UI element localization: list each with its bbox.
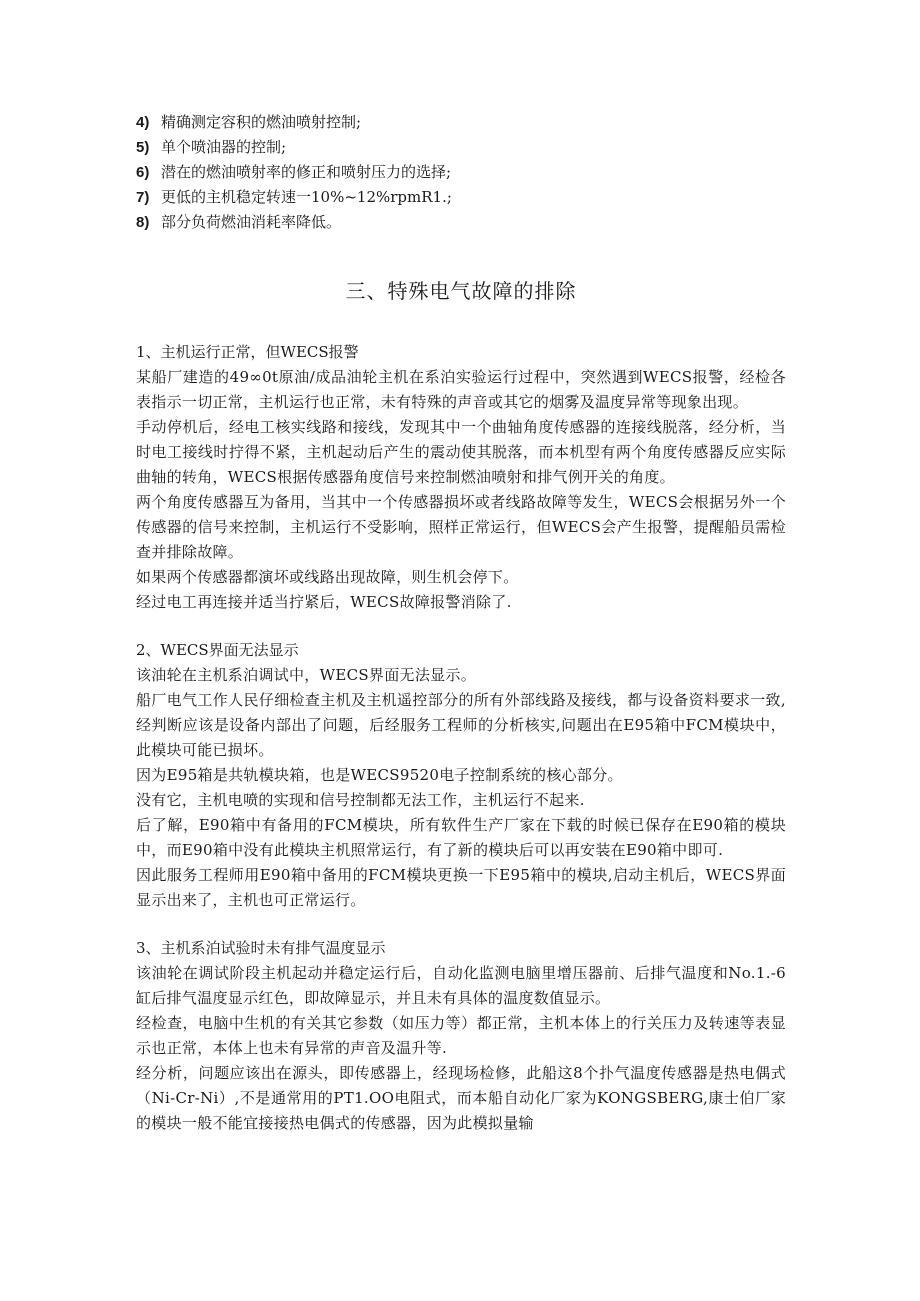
list-number: 6): [136, 164, 150, 181]
section-gap: [136, 615, 786, 638]
list-text: 部分负荷燃油消耗率降低。: [161, 213, 342, 231]
paragraph: 某船厂建造的49∞0t原油/成品油轮主机在系泊实验运行过程中，突然遇到WECS报警，经检各表指示一切正常，主机运行也正常，未有特殊的声音或其它的烟雾及温度异常等现象出现。: [136, 368, 786, 411]
section-2: [136, 638, 786, 913]
paragraph: 手动停机后，经电工核实线路和接线，发现其中一个曲轴角度传感器的连接线脱落，经分析，当时电工接线时拧得不紧，主机起动后产生的震动使其脱落，而本机型有两个角度传感器反应实际曲轴的转角，WECS根据传感器角度信号来控制燃油喷射和排气例开关的角度。: [136, 418, 786, 486]
feature-list: [136, 110, 786, 235]
list-number: 5): [136, 139, 150, 156]
list-item: [136, 210, 786, 235]
list-text: 单个喷油器的控制;: [161, 138, 287, 156]
section-2-heading: 2、WECS界面无法显示: [136, 641, 299, 659]
list-number: 4): [136, 114, 150, 131]
paragraph: 如果两个传感器都演坏或线路出现故障，则生机会停下。: [136, 568, 519, 586]
list-number: 7): [136, 189, 150, 206]
list-text: 潜在的燃油喷射率的修正和喷射压力的选择;: [161, 163, 452, 181]
document-content: [136, 110, 786, 1136]
paragraph: 经过电工再连接并适当拧紧后，WECS故障报警消除了.: [136, 593, 512, 611]
section-3: [136, 936, 786, 1136]
section-title: 三、特殊电气故障的排除: [345, 279, 577, 303]
section-1: [136, 340, 786, 615]
section-gap: [136, 913, 786, 936]
list-item: [136, 110, 786, 135]
paragraph: 因此服务工程师用E90箱中备用的FCM模块更换一下E95箱中的模块,启动主机后，WECS界面显示出来了，主机也可正常运行。: [136, 866, 786, 909]
paragraph: 两个角度传感器互为备用，当其中一个传感器损坏或者线路故障等发生，WECS会根据另外一个传感器的信号来控制，主机运行不受影响，照样正常运行，但WECS会产生报警，提醒船员需检查并排除故障。: [136, 493, 786, 561]
list-number: 8): [136, 214, 150, 231]
list-item: [136, 135, 786, 160]
paragraph: 因为E95箱是共轨模块箱，也是WECS9520电子控制系统的核心部分。: [136, 766, 623, 784]
list-item: [136, 160, 786, 185]
paragraph: 该油轮在调试阶段主机起动并稳定运行后，自动化监测电脑里增压器前、后排气温度和No.1.-6缸后排气温度显示红色，即故障显示，并且未有具体的温度数值显示。: [136, 964, 786, 1007]
paragraph: 没有它，主机电喷的实现和信号控制都无法工作，主机运行不起来.: [136, 791, 585, 809]
list-text: 更低的主机稳定转速一10%~12%rpmR1.;: [161, 188, 452, 206]
paragraph: 经检查，电脑中生机的有关其它参数（如压力等）都正常，主机本体上的行关压力及转速等表显示也正常，本体上也未有异常的声音及温升等.: [136, 1014, 786, 1057]
paragraph: 经分析，问题应该出在源头，即传感器上，经现场检修，此船这8个扑气温度传感器是热电偶式（Ni-Cr-Ni）,不是通常用的PT1.OO电阻式，而本船自动化厂家为KONGSBERG,康士伯厂家的模块一般不能宜接接热电偶式的传感器，因为此模拟量输: [136, 1064, 786, 1132]
list-text: 精确测定容积的燃油喷射控制;: [161, 113, 362, 131]
paragraph: 船厂电气工作人民仔细检查主机及主机遥控部分的所有外部线路及接线，都与设备资料要求一致,经判断应该是设备内部出了问题，后经服务工程师的分析核实,问题出在E95箱中FCM模块中，此模块可能已损坏。: [136, 691, 786, 759]
list-item: [136, 185, 786, 210]
paragraph: 该油轮在主机系泊调试中，WECS界面无法显示。: [136, 666, 477, 684]
paragraph: 后了解，E90箱中有备用的FCM模块，所有软件生产厂家在下载的时候已保存在E90箱的模块中，而E90箱中没有此模块主机照常运行，有了新的模块后可以再安装在E90箱中即可.: [136, 816, 786, 859]
section-1-heading: 1、主机运行正常，但WECS报警: [136, 343, 359, 361]
section-3-heading: 3、主机系泊试验时未有排气温度显示: [136, 939, 386, 957]
